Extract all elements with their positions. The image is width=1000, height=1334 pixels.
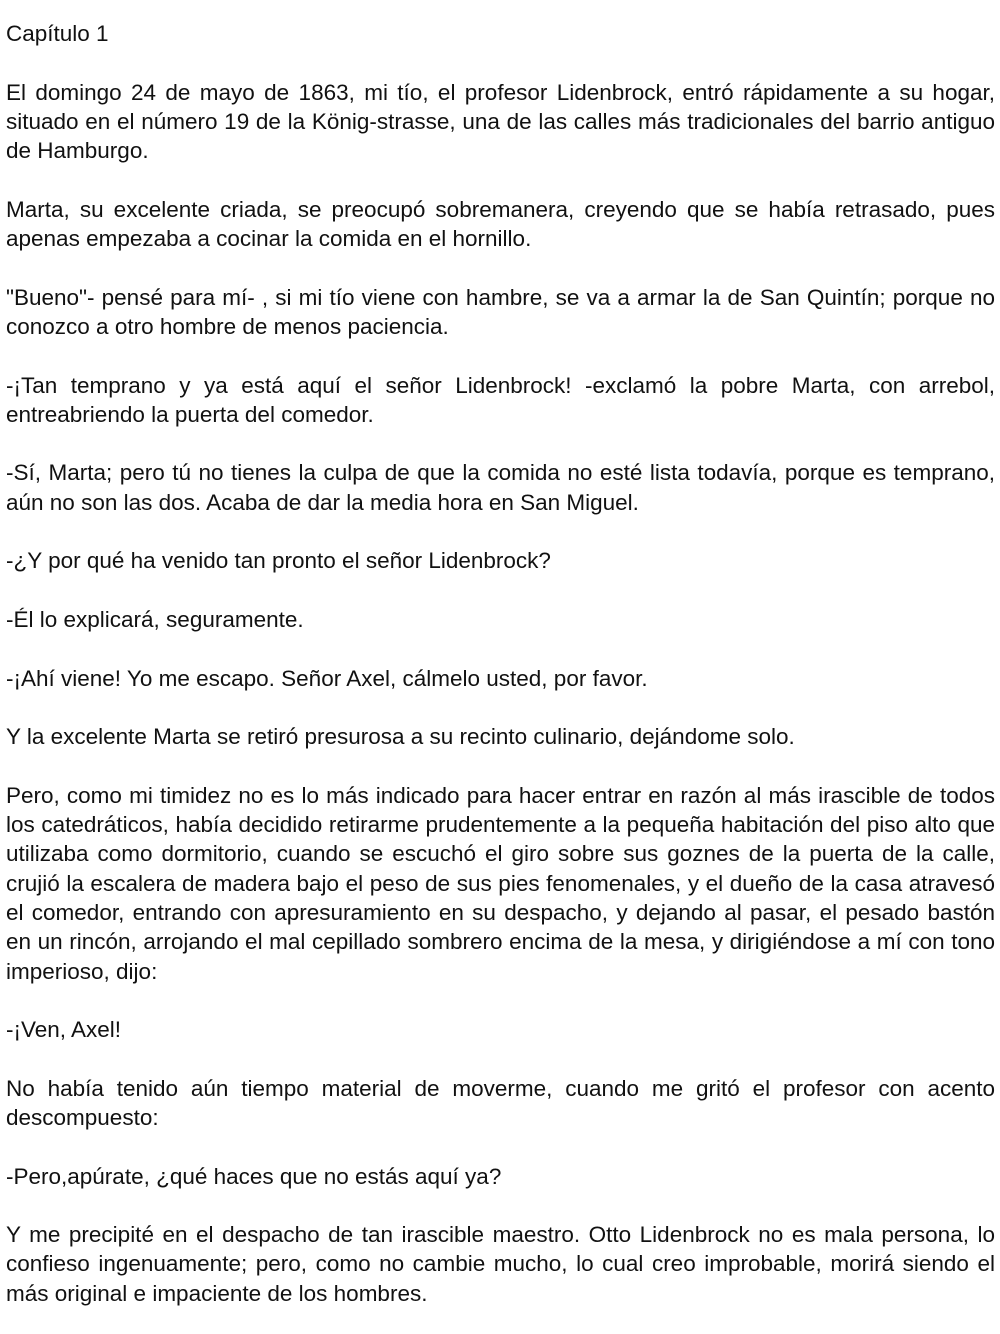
paragraph: -Sí, Marta; pero tú no tienes la culpa de que la comida no esté lista todavía, porque es temprano, aún no son las dos. Acaba de dar la media hora en San Miguel. xyxy=(6,460,995,515)
chapter-title: Capítulo 1 xyxy=(6,21,109,46)
reader-page xyxy=(6,19,995,1308)
paragraph: El domingo 24 de mayo de 1863, mi tío, el profesor Lidenbrock, entró rápidamente a su hogar, situado en el número 19 de la König-strasse, una de las calles más tradicionales del barrio antiguo de Hamburgo. xyxy=(6,79,995,164)
paragraph: Pero, como mi timidez no es lo más indicado para hacer entrar en razón al más irascible de todos los catedráticos, había decidido retirarme prudentemente a la pequeña habitación del piso alto que utilizaba como dormitorio, cuando se escuchó el giro sobre sus goznes de la puerta de la calle, crujió la escalera de madera bajo el peso de sus pies fenomenales, y el dueño de la casa atravesó el comedor, entrando con apresuramiento en su despacho, y dejando al pasar, el pesado bastón en un rincón, arrojando el mal cepillado sombrero encima de la mesa, y dirigiéndose a mí con tono imperioso, dijo: xyxy=(6,782,995,984)
paragraph: -¡Ven, Axel! xyxy=(6,1017,122,1043)
paragraph: -¿Y por qué ha venido tan pronto el señor Lidenbrock? xyxy=(6,548,551,574)
paragraph: -Pero,apúrate, ¿qué haces que no estás aquí ya? xyxy=(6,1163,502,1189)
paragraph: Y la excelente Marta se retiró presurosa a su recinto culinario, dejándome solo. xyxy=(6,724,795,750)
paragraph: No había tenido aún tiempo material de moverme, cuando me gritó el profesor con acento descompuesto: xyxy=(6,1075,995,1130)
paragraph: -¡Tan temprano y ya está aquí el señor Lidenbrock! -exclamó la pobre Marta, con arrebol, entreabriendo la puerta del comedor. xyxy=(6,372,995,427)
paragraph: -¡Ahí viene! Yo me escapo. Señor Axel, cálmelo usted, por favor. xyxy=(6,665,648,691)
paragraph: "Bueno"- pensé para mí- , si mi tío viene con hambre, se va a armar la de San Quintín; porque no conozco a otro hombre de menos paciencia. xyxy=(6,284,995,339)
paragraph: Marta, su excelente criada, se preocupó sobremanera, creyendo que se había retrasado, pues apenas empezaba a cocinar la comida en el hornillo. xyxy=(6,196,995,252)
paragraph: -Él lo explicará, seguramente. xyxy=(6,606,304,632)
paragraph: Y me precipité en el despacho de tan irascible maestro. Otto Lidenbrock no es mala persona, lo confieso ingenuamente; pero, como no cambie mucho, lo cual creo improbable, morirá siendo el más original e impaciente de los hombres. xyxy=(6,1222,995,1306)
